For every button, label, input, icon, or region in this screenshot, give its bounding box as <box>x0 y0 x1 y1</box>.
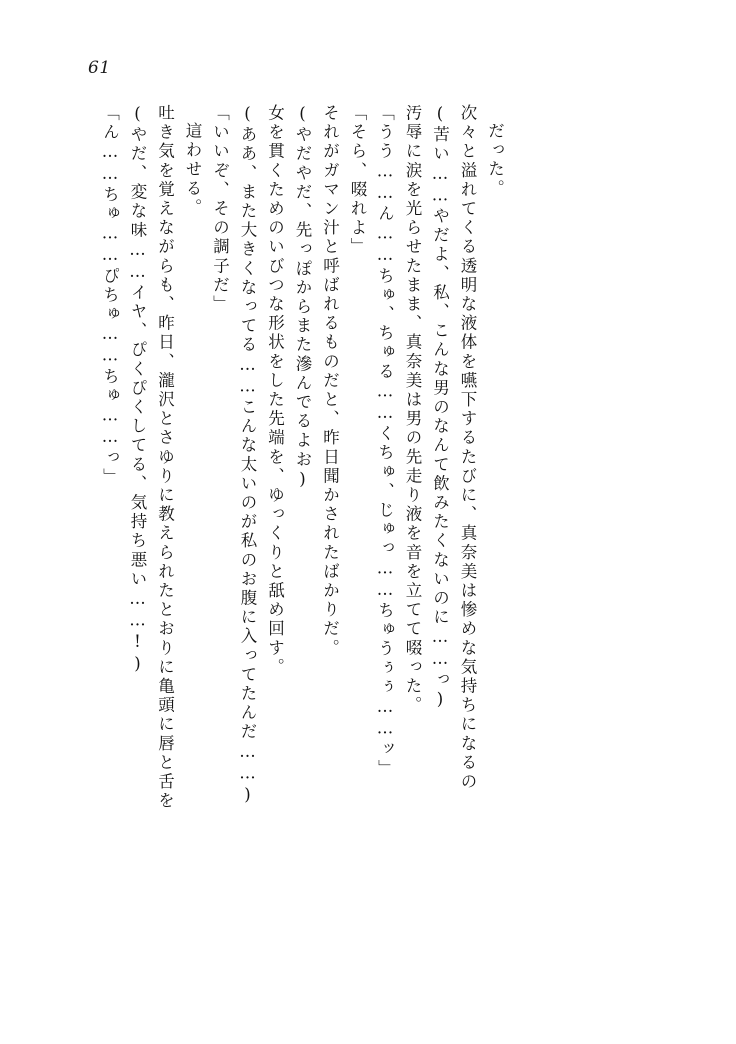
text-line: (やだ、変な味……イヤ、ぴくぴくしてる、気持ち悪い……!) <box>128 104 147 676</box>
text-line: それがガマン汁と呼ばれるものだと、昨日聞かされたばかりだ。 <box>320 104 340 658</box>
text-line: 「ん……ちゅ……ぴちゅ……ちゅ……っ」 <box>100 104 120 487</box>
text-line: 這わせる。 <box>183 122 202 218</box>
text-line: 次々と溢れてくる透明な液体を嚥下するたびに、真奈美は惨めな気持ちになるの <box>458 104 477 792</box>
text-line: 女を貫くためのいびつな形状をした先端を、ゆっくりと舐め回す。 <box>265 104 285 677</box>
text-line: 「そら、啜れよ」 <box>348 104 367 257</box>
text-line: だった。 <box>485 122 505 199</box>
text-line: (やだやだ、先っぽからまた滲んでるよお) <box>293 104 312 491</box>
text-line: 「うう……ん……ちゅ、ちゅる……くちゅ、じゅっ……ちゅうぅぅ……ッ」 <box>375 104 395 779</box>
text-line: 「いいぞ、その調子だ」 <box>210 104 230 315</box>
text-line: 吐き気を覚えながらも、昨日、瀧沢とさゆりに教えられたとおりに亀頭に唇と舌を <box>155 104 175 811</box>
text-line: 汚辱に涙を光らせたまま、真奈美は男の先走り液を音を立てて啜った。 <box>403 104 422 716</box>
text-line: (ああ、また大きくなってる……こんな太いのが私のお腹に入ってたんだ……) <box>238 104 257 807</box>
page-number: 61 <box>88 58 111 78</box>
text-line: (苦い……やだよ、私、こんな男のなんて飲みたくないのに……っ) <box>430 104 450 712</box>
vertical-text-body <box>90 104 650 984</box>
